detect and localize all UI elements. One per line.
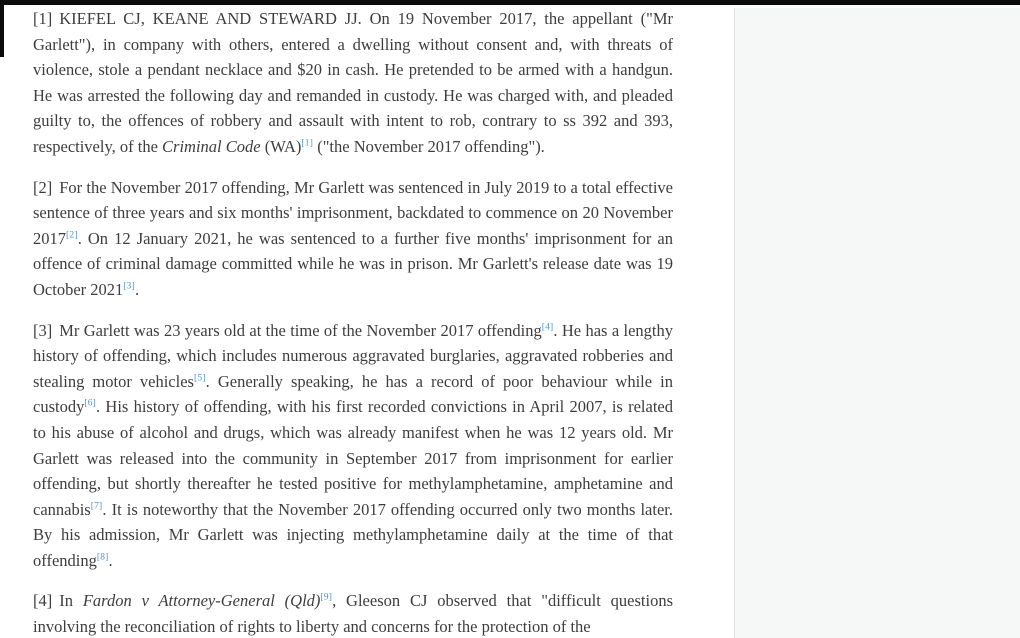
case-citation-text: Fardon v Attorney-General (Qld) xyxy=(82,591,321,611)
body-text-segment: In xyxy=(59,591,83,611)
window-left-border xyxy=(0,0,4,57)
body-text-segment: Mr Garlett was 23 years old at the time of the November 2017 offending xyxy=(59,320,542,340)
body-text-segment: , Gleeson CJ observed that "difficult questions involving the reconciliation of rights to liberty and concerns for the protection of the xyxy=(33,591,673,637)
footnote-ref-link[interactable]: [4] xyxy=(541,322,554,333)
body-text-segment: . It is noteworthy that the November 2017 offending occurred only two months later. By his admission, Mr Garlett was injecting methylamphetamine daily at the time of that offending xyxy=(33,499,673,570)
footnote-ref-link[interactable]: [1] xyxy=(301,138,314,149)
body-text-segment: . xyxy=(108,550,113,570)
footnote-ref-link[interactable]: [2] xyxy=(66,230,78,241)
body-text-segment: (WA) xyxy=(260,136,302,156)
body-text-segment: ("the November 2017 offending"). xyxy=(313,136,545,156)
body-text-segment: For the November 2017 offending, Mr Garlett was sentenced in July 2019 to a total effective sentence of three years and six months' imprisonment, backdated to commence on 20 November 2017 xyxy=(33,177,673,248)
footnote-ref-link[interactable]: [5] xyxy=(193,373,206,384)
footnote-ref-link[interactable]: [8] xyxy=(96,552,109,563)
body-text-segment: . He has a lengthy history of offending, which includes numerous aggravated burglaries, aggravated robberies and stealing motor vehicles xyxy=(33,320,673,391)
footnote-ref-link[interactable]: [7] xyxy=(90,501,103,512)
body-text-segment: . xyxy=(134,279,140,299)
judgment-paragraph xyxy=(33,318,673,574)
judgment-paragraph xyxy=(33,175,673,303)
body-text-segment: . Generally speaking, he has a record of poor behaviour while in custody xyxy=(33,371,674,417)
footnote-ref-link[interactable]: [9] xyxy=(320,592,333,603)
body-text-segment: . His history of offending, with his first recorded convictions in April 2007, is related to his abuse of alcohol and drugs, which was already manifest when he was 12 years old. Mr Garlett was released into the community in September 2017 from imprisonment for earlier offending, but shortly thereafter he tested positive for methylamphetamine, amphetamine and cannabis xyxy=(33,397,673,519)
judgment-paragraph xyxy=(33,6,673,160)
margin-notes-panel xyxy=(734,8,1020,638)
body-text-segment: . On 12 January 2021, he was sentenced to a further five months' imprisonment for an offence of criminal damage committed while he was in prison. Mr Garlett's release date was 19 October 2021 xyxy=(33,228,673,299)
footnote-ref-link[interactable]: [6] xyxy=(84,398,97,409)
body-text-segment: KIEFEL CJ, KEANE AND STEWARD JJ. On 19 November 2017, the appellant ("Mr Garlett"), in company with others, entered a dwelling without consent and, with threats of violence, stole a pendant necklace and $20 in cash. He pretended to be armed with a handgun. He was arrested the following day and remanded in custody. He was charged with, and pleaded guilty to, the offences of robbery and assault with intent to rob, contrary to ss 392 and 393, respectively, of the xyxy=(33,9,673,156)
case-citation-text: Criminal Code xyxy=(162,136,261,156)
window-top-border xyxy=(0,0,1020,5)
judgment-text-column xyxy=(33,0,673,638)
judgment-paragraph xyxy=(33,588,673,638)
paragraph-number: [2] xyxy=(33,177,53,197)
paragraph-number: [1] xyxy=(33,9,53,28)
paragraph-number: [3] xyxy=(33,320,53,340)
paragraph-number: [4] xyxy=(33,591,53,611)
footnote-ref-link[interactable]: [3] xyxy=(123,281,135,292)
